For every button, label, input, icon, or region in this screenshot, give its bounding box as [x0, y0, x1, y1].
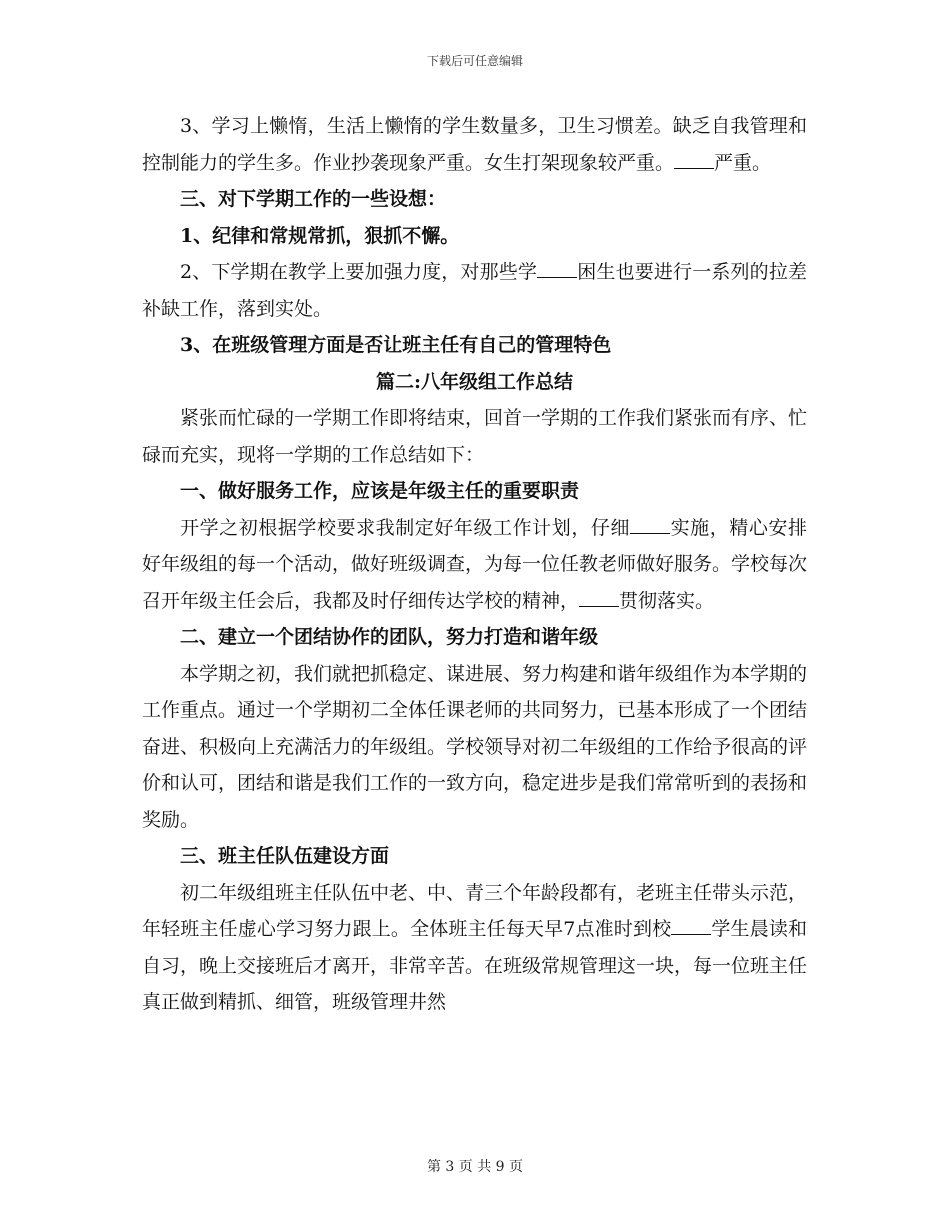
- section-heading: 三、班主任队伍建设方面: [180, 845, 390, 867]
- fill-blank: [674, 150, 714, 169]
- paragraph: 紧张而忙碌的一学期工作即将结束，回首一学期的工作我们紧张而有序、忙碌而充实，现将一学期的工作总结如下：: [142, 407, 808, 466]
- text-run: 实施，精心安排好年级组的每一个活动，做好班级调查，为每一位任教老师做好服务。学校每次召开年级主任会后，我都及时仔细传达学校的精神，: [142, 516, 808, 612]
- paragraph: [142, 108, 807, 181]
- text-run: 初二年级组班主任队伍中老、中、青三个年龄段都有，老班主任带头示范，年轻班主任虚心学习努力跟上。全体班主任每天早7点准时到校: [142, 881, 808, 940]
- text-run: 困生也要进行一系列的拉差补缺工作，落到实处。: [142, 261, 807, 320]
- fill-blank: [671, 916, 711, 935]
- page-header: 下载后可任意编辑: [426, 54, 523, 68]
- fill-blank: [579, 588, 619, 607]
- fill-blank: [630, 515, 670, 534]
- text-run: 贯彻落实。: [619, 589, 715, 612]
- subsection-heading: 1、纪律和常规常抓，狠抓不懈。: [180, 224, 460, 247]
- paragraph: [142, 510, 807, 620]
- section-heading: 一、做好服务工作，应该是年级主任的重要职责: [180, 480, 580, 502]
- article-title: 篇二:八年级组工作总结: [375, 370, 573, 393]
- section-heading: 三、对下学期工作的一些设想：: [180, 188, 447, 210]
- subsection-heading: 3、在班级管理方面是否让班主任有自己的管理特色: [180, 334, 612, 356]
- text-run: 2、下学期在教学上要加强力度，对那些学: [180, 261, 538, 283]
- paragraph: [142, 875, 807, 1021]
- paragraph: 本学期之初，我们就把抓稳定、谋进展、努力构建和谐年级组作为本学期的工作重点。通过一个学期初二全体任课老师的共同努力，已基本形成了一个团结奋进、积极向上充满活力的年级组。学校领导对初二年级组的工作给予很高的评价和认可，团结和谐是我们工作的一致方向，稳定进步是我们常常听到的表扬和奖励。: [142, 662, 808, 831]
- paragraph: [142, 254, 807, 327]
- page-footer: 第 3 页 共 9 页: [426, 1159, 524, 1175]
- text-run: 严重。: [714, 151, 772, 174]
- fill-blank: [537, 259, 577, 278]
- document-body: [142, 108, 807, 1021]
- text-run: 3、学习上懒惰，生活上懒惰的学生数量多，卫生习惯差。缺乏自我管理和控制能力的学生多。作业抄袭现象严重。女生打架现象较严重。: [142, 115, 807, 174]
- text-run: 学生晨读和自习，晚上交接班后才离开，非常辛苦。在班级常规管理这一块，每一位班主任真正做到精抓、细管，班级管理井然: [142, 918, 808, 1013]
- text-run: 开学之初根据学校要求我制定好年级工作计划，仔细: [180, 516, 631, 539]
- section-heading: 二、建立一个团结协作的团队，努力打造和谐年级: [180, 626, 599, 648]
